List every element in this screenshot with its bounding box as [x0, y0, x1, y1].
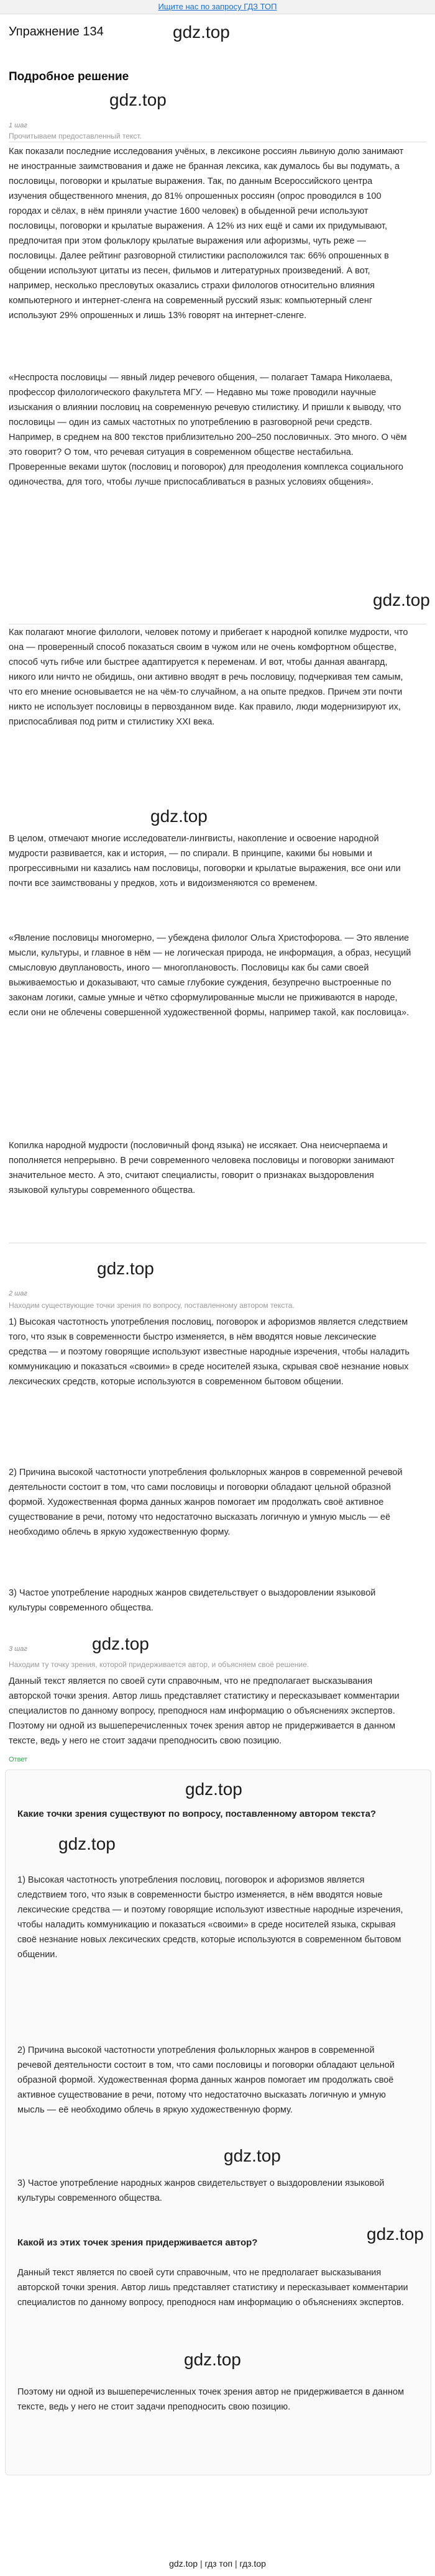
step-2-intro: Находим существующие точки зрения по вопросу, поставленному автором текста. — [9, 1301, 295, 1310]
watermark: gdz.top — [92, 1634, 149, 1653]
watermark: gdz.top — [150, 806, 208, 826]
answer-question-2: Какой из этих точек зрения придерживается автор? — [17, 2237, 258, 2248]
watermark: gdz.top — [367, 2224, 424, 2244]
author-position-paragraph: Данный текст является по своей сути справочным, что не предполагает высказывания авторской точки зрения. Автор лишь представляет статистику и пересказывает комментарии специалистов по данному вопросу, преподнося нам информацию о объяснениях экспертов. Поэтому ни одной из вышеперечисленных точек зрения автор не придерживается в данном тексте, ведь у него не стоит задачи преподносить свою позицию. — [9, 1676, 400, 1746]
text-paragraph: Копилка народной мудрости (пословичный фонд языка) не иссякает. Она неисчерпаема и пополняется непрерывно. В речи современного человека пословицы и поговорки занимают значительное место. А это, считают специалисты, говорит о признаках выздоровления языковой культуры современного общества. — [9, 1141, 395, 1195]
footer — [0, 2559, 435, 2569]
step-2-label: 2 шаг — [9, 1290, 27, 1297]
text-paragraph: «Неспроста пословицы — явный лидер речевого общения, — полагает Тамара Николаева, профессор филологического факультета МГУ. — Недавно мы тоже проводили научные изыскания о влиянии пословиц на современную речевую стилистику. И пришли к выводу, что пословицы — один из самых частотных по употреблению в разговорной речи средств. Например, в среднем на 800 текстов приблизительно 200–250 пословичных. Это много. О чём это говорит? О том, что речевая ситуация в современном обществе нестабильна. Проверенные веками шуток (пословиц и поговорок) для преодоления комплекса социального одиночества, для того, чтобы лучше приспосабливаться в разных условиях общения». — [9, 373, 407, 487]
text-paragraph: В целом, отмечают многие исследователи-лингвисты, накопление и освоение народной мудрости развивается, как и история, — по спирали. В принципе, какими бы новыми и прогрессивными ни казались нам пословицы, поговорки и крылатые выражения, все они или почти все заимствованы у предков, хоть и видоизменяются со временем. — [9, 834, 401, 888]
answer-text: Данный текст является по своей сути справочным, что не предполагает высказывания авторской точки зрения. Автор лишь представляет статистику и пересказывает комментарии специалистов по данному вопросу, преподнося нам информацию о объяснениях экспертов. — [17, 2268, 408, 2308]
answer-point: 1) Высокая частотность употребления пословиц, поговорок и афоризмов является следствием того, что язык в современности быстро изменяется, в нём вводятся новые лексические средства — и поэтому говорящие используют известные народные изречения, чтобы наладить коммуникацию и показаться «своими» в среде носителей языка, скрывая своё незнание новых лексических средств, которые используются в современном бытовом общении. — [17, 1875, 403, 1960]
footer-separator: | — [199, 2559, 203, 2569]
answer-question-1: Какие точки зрения существуют по вопросу, поставленному автором текста? — [17, 1809, 377, 1819]
step-1-label: 1 шаг — [9, 122, 27, 129]
opinion-paragraph: 3) Частое употребление народных жанров свидетельствует о выздоровлении языковой культуры современного общества. — [9, 1588, 376, 1613]
text-paragraph: Как полагают многие филологи, человек потому и прибегает к народной копилке мудрости, что она — проверенный способ показаться своим в чужом или не очень комфортном обществе, способ чуть гибче или быстрее адаптируется к переменам. И вот, чтобы данная авангард, никого или ничто не обидишь, они активно вводят в речь пословицу, подчеркивая тем самым, что его мнение основывается не на чём-то случайном, а на опыте предков. Причем эти почти никто не использует пословицы в первозданном виде. Как правило, люди модернизируют их, приспосабливая под ритм и стилистику XXI века. — [9, 628, 408, 727]
watermark: gdz.top — [373, 590, 430, 610]
watermark: gdz.top — [184, 2350, 241, 2369]
footer-link[interactable]: гдз топ — [204, 2559, 233, 2569]
footer-link[interactable]: gdz.top — [169, 2559, 198, 2569]
opinion-paragraph: 1) Высокая частотность употребления пословиц, поговорок и афоризмов является следствием того, что язык в современности быстро изменяется, в нём вводятся новые лексические средства — и поэтому говорящие используют известные народные изречения, чтобы наладить коммуникацию и показаться «своими» в среде носителей языка, скрывая своё незнание новых лексических средств, которые используются в современном бытовом общении. — [9, 1317, 410, 1387]
answer-text: Поэтому ни одной из вышеперечисленных точек зрения автор не придерживается в данном тексте, ведь у него не стоит задачи преподносить свою позицию. — [17, 2387, 405, 2412]
footer-link[interactable]: гдз.top — [239, 2559, 266, 2569]
watermark: gdz.top — [173, 22, 230, 42]
footer-separator: | — [234, 2559, 237, 2569]
watermark: gdz.top — [58, 1834, 116, 1853]
watermark: gdz.top — [185, 1779, 242, 1799]
answer-point: 2) Причина высокой частотности употребления фольклорных жанров в современной речевой деятельности состоит в том, что сами пословицы и поговорки обладают цельной образной формой. Художественная форма данных жанров помогает им продолжать своё активное существование в речи, потому что недостаточно высказать логичную и умную мысль — её необходимо облечь в яркую художественную форму. — [17, 2045, 395, 2115]
step-3-intro: Находим ту точку зрения, которой придерживается автор, и объясняем своё решение. — [9, 1660, 309, 1669]
top-banner — [0, 0, 435, 14]
text-paragraph: Как показали последние исследования учёных, в лексиконе россиян львиную долю занимают не иностранные заимствования и даже не бранная лексика, как думалось бы вы подумать, а пословицы, поговорки и крылатые выражения. Так, по данным Всероссийского центра изучения общественного мнения, до 81% опрошенных россиян (опрос проводился в 100 городах и сёлах, в нём приняли участие 1600 человек) в обыденной речи используют пословицы, поговорки и крылатые выражения. А 12% из них ещё и сами их придумывают, предпочитая при этом фольклору крылатые выражения или афоризмы, чуть реже — пословицы. Далее рейтинг разговорной стилистики расположился так: 66% опрошенных в общении используют цитаты из песен, фильмов и литературных произведений. А вот, например, несколько пресловутых оказались страхи филологов относительно влияния компьютерного и интернет-сленга на современный русский язык: компьютерный сленг используют 29% опрошенных и лишь 13% говорят на интернет-сленге. — [9, 147, 404, 321]
step-1-intro: Прочитываем предоставленный текст. — [9, 132, 142, 140]
watermark: gdz.top — [224, 2146, 281, 2165]
solution-heading: Подробное решение — [9, 70, 129, 83]
text-paragraph: «Явление пословицы многомерно, — убеждена филолог Ольга Христофорова. — Это явление мысли, культуры, и главное в нём — не логическая природа, не информация, а образ, несущий смысловую двуплановость, иного — многоплановость. Пословицы как бы сами своей выживаемостью и доказывают, что самые глубокие суждения, безупречно выстроенные по законам логики, самые умные и чётко сформулированные мысли не приживаются в народе, если они не облечены совершенной художественной формы, например такой, как пословица». — [9, 933, 411, 1018]
watermark: gdz.top — [109, 90, 167, 109]
page-title: Упражнение 134 — [9, 25, 104, 39]
answer-point: 3) Частое употребление народных жанров свидетельствует о выздоровлении языковой культуры современного общества. — [17, 2178, 385, 2203]
search-hint-link[interactable]: Ищите нас по запросу ГДЗ ТОП — [158, 2, 277, 11]
watermark: gdz.top — [97, 1259, 154, 1278]
step-3-label: 3 шаг — [9, 1645, 27, 1653]
answer-label: Ответ — [9, 1756, 28, 1763]
opinion-paragraph: 2) Причина высокой частотности употребления фольклорных жанров в современной речевой деятельности состоит в том, что сами пословицы и поговорки обладают цельной образной формой. Художественная форма данных жанров помогает им продолжать своё активное существование в речи, потому что недостаточно высказать логичную и умную мысль — её необходимо облечь в яркую художественную форму. — [9, 1468, 403, 1537]
